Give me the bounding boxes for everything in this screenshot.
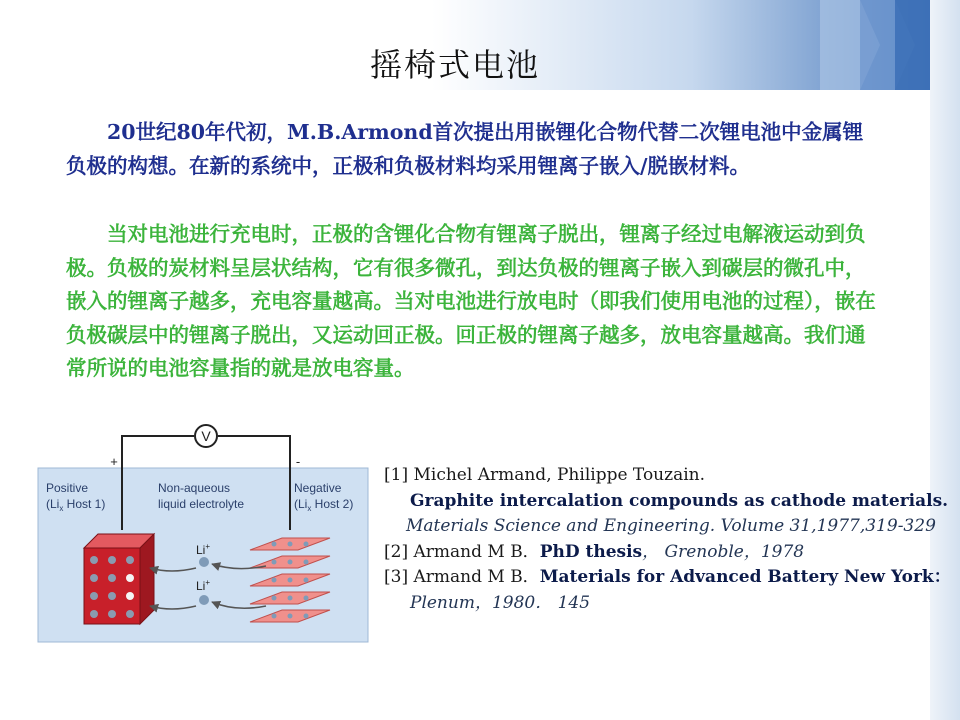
intercalated-ion-dot — [288, 578, 293, 583]
reference-3 — [384, 565, 951, 591]
positive-electrode-cube — [84, 534, 154, 624]
plus-sign: + — [110, 454, 118, 469]
reference-2-title: PhD thesis — [539, 541, 643, 562]
intercalated-ion-dot — [304, 578, 309, 583]
lithium-ion-2 — [199, 595, 209, 605]
cube-hole — [126, 610, 134, 618]
reference-2-author: [2] Armand M B． — [384, 541, 540, 562]
cube-hole — [108, 574, 116, 582]
intercalated-ion-dot — [304, 560, 309, 565]
intercalated-ion-dot — [272, 560, 277, 565]
electrolyte-label-line2: liquid electrolyte — [158, 497, 245, 511]
electrolyte-label-line1: Non-aqueous — [158, 481, 231, 495]
reference-3-publisher: Plenum，1980． 145 — [410, 592, 591, 613]
intercalated-ion-dot — [304, 596, 309, 601]
reference-2-place: ， Grenoble，1978 — [642, 541, 805, 562]
intercalated-ion-dot — [272, 596, 277, 601]
intercalated-ion-dot — [304, 614, 309, 619]
positive-label: Positive — [46, 481, 89, 495]
intercalated-ion-dot — [272, 614, 277, 619]
slide-title: 摇椅式电池 — [369, 46, 540, 84]
paragraph-history: 20世纪80年代初，M.B.Armond首次提出用嵌锂化合物代替二次锂电池中金属锂负极的构想。在新的系统中，正极和负极材料均采用锂离子嵌入/脱嵌材料。 — [66, 120, 864, 178]
cube-hole — [126, 574, 134, 582]
cube-hole — [90, 592, 98, 600]
negative-label: Negative — [294, 481, 342, 495]
intercalated-ion-dot — [272, 542, 277, 547]
voltmeter-symbol: V — [201, 428, 211, 444]
cube-hole — [90, 610, 98, 618]
right-edge-strip — [930, 0, 960, 720]
intercalated-ion-dot — [288, 560, 293, 565]
lithium-ion-1 — [199, 557, 209, 567]
positive-host-label: ($Li_x$ Host 1) — [46, 497, 106, 513]
intercalated-ion-dot — [288, 542, 293, 547]
reference-1-author: [1] Michel Armand, Philippe Touzain. — [384, 465, 706, 485]
cube-hole — [90, 556, 98, 564]
cube-hole — [108, 592, 116, 600]
intercalated-ion-dot — [288, 614, 293, 619]
reference-3-author: [3] Armand M B． — [384, 567, 540, 587]
references-list — [384, 463, 951, 616]
cube-hole — [126, 592, 134, 600]
cube-hole — [108, 610, 116, 618]
intercalated-ion-dot — [288, 596, 293, 601]
reference-3-title: Materials for Advanced Battery New York： — [539, 567, 951, 587]
cube-hole — [108, 556, 116, 564]
cube-hole — [90, 574, 98, 582]
ion-label-1: Li+ — [196, 542, 211, 557]
intercalated-ion-dot — [272, 578, 277, 583]
reference-2 — [384, 540, 934, 566]
negative-host-label: ($Li_x$ Host 2) — [294, 497, 354, 513]
battery-diagram — [36, 420, 370, 644]
cube-hole — [126, 556, 134, 564]
ion-label-2: Li+ — [196, 578, 211, 593]
minus-sign: - — [295, 454, 301, 469]
intercalated-ion-dot — [304, 542, 309, 547]
reference-1-journal: Materials Science and Engineering. Volume 31,1977,319-329 — [406, 516, 936, 536]
paragraph-mechanism: 当对电池进行充电时，正极的含锂化合物有锂离子脱出，锂离子经过电解液运动到负极。负极的炭材料呈层状结构，它有很多微孔，到达负极的锂离子嵌入到碳层的微孔中，嵌入的锂离子越多，充电容量越高。当对电池进行放电时（即我们使用电池的过程），嵌在负极碳层中的锂离子脱出，又运动回正极。回正极的锂离子越多，放电容量越高。我们通常所说的电池容量指的就是放电容量。 — [66, 222, 876, 380]
reference-1-title: Graphite intercalation compounds as cathode materials. — [410, 490, 949, 511]
